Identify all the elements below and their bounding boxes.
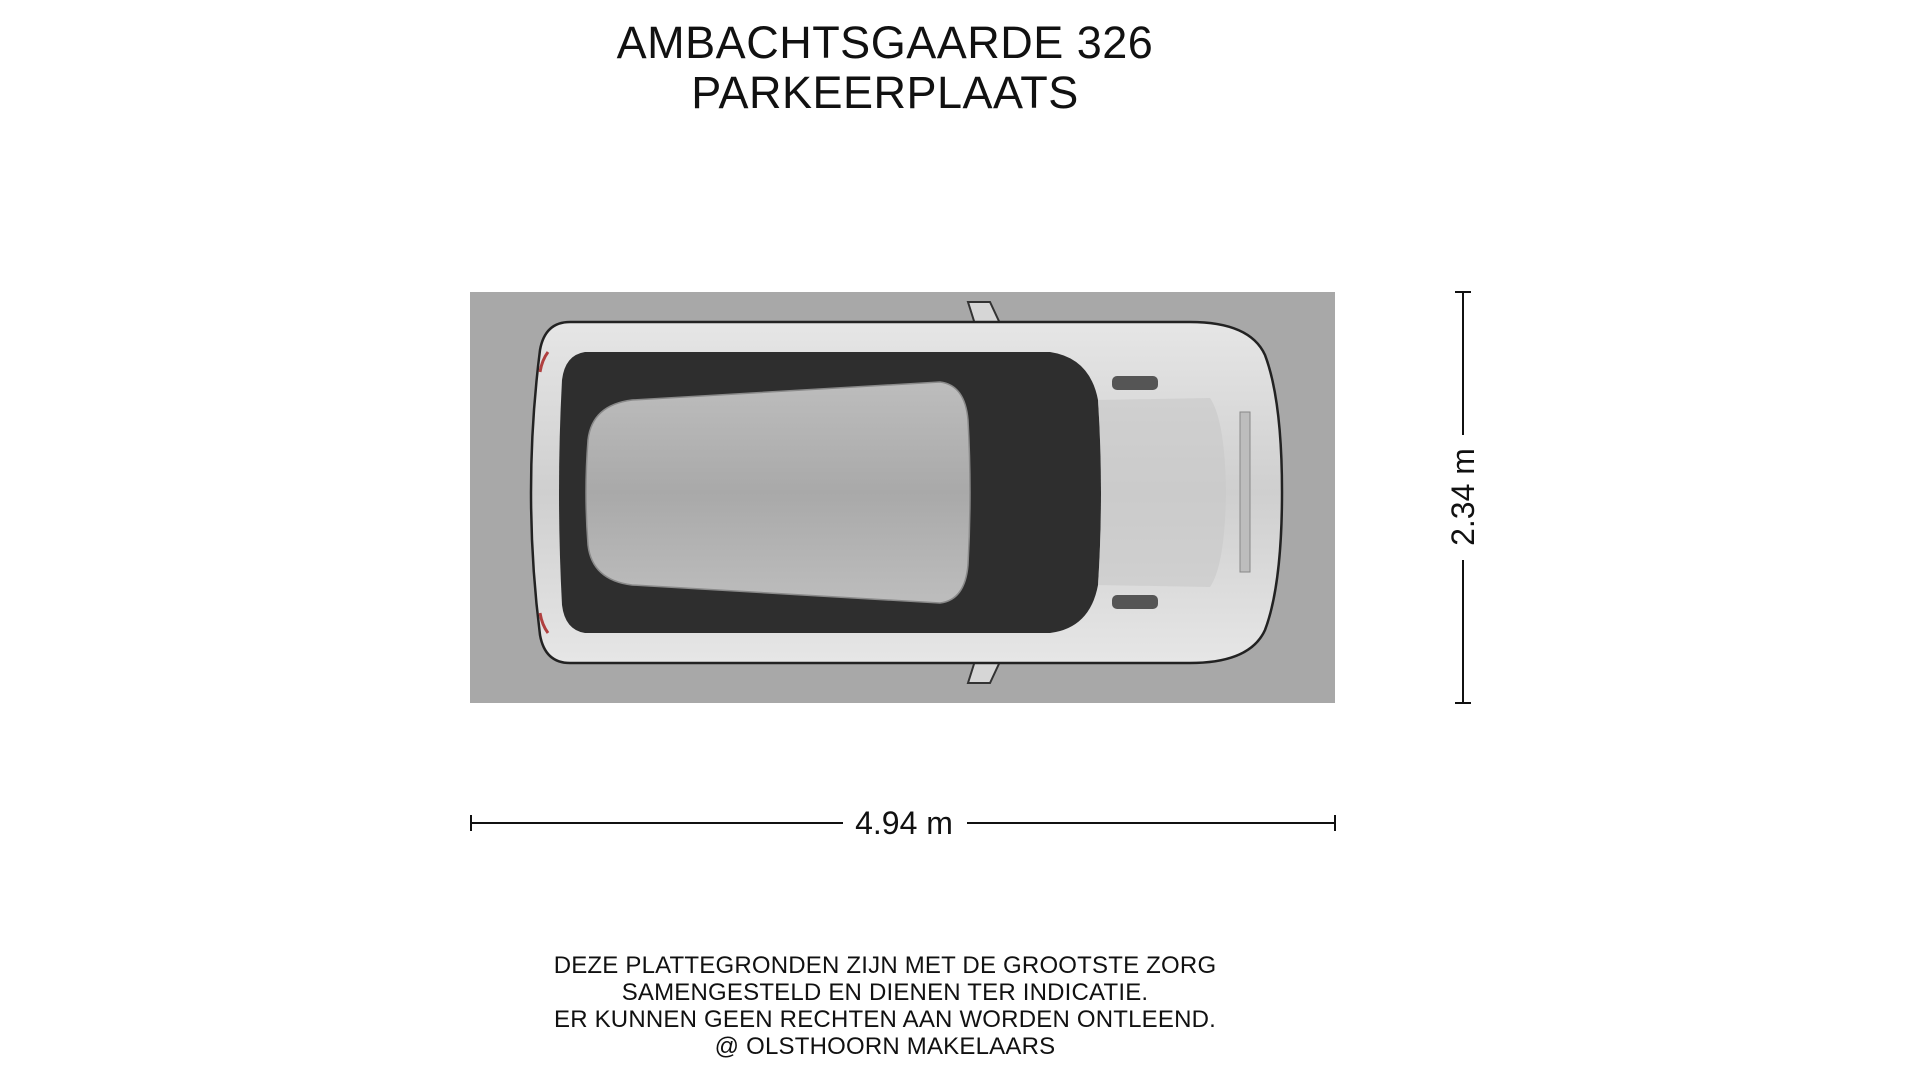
vent-top — [1112, 376, 1158, 390]
car-hood — [1098, 398, 1226, 587]
disclaimer-line-3: ER KUNNEN GEEN RECHTEN AAN WORDEN ONTLEEND. — [553, 1006, 1216, 1033]
car-roof — [586, 382, 970, 603]
page-title-address: AMBACHTSGAARDE 326 — [616, 17, 1154, 68]
disclaimer — [485, 952, 1285, 1060]
length-label: 4.94 m — [855, 805, 953, 841]
grille — [1240, 412, 1250, 572]
disclaimer-line-1: DEZE PLATTEGRONDEN ZIJN MET DE GROOTSTE ZORG — [553, 952, 1217, 979]
page-title-room: PARKEERPLAATS — [691, 67, 1079, 118]
car-top-view-icon — [531, 302, 1282, 683]
disclaimer-line-4: @ OLSTHOORN MAKELAARS — [714, 1033, 1056, 1060]
width-label: 2.34 m — [1445, 448, 1481, 546]
vent-bottom — [1112, 595, 1158, 609]
disclaimer-line-2: SAMENGESTELD EN DIENEN TER INDICATIE. — [621, 979, 1149, 1006]
